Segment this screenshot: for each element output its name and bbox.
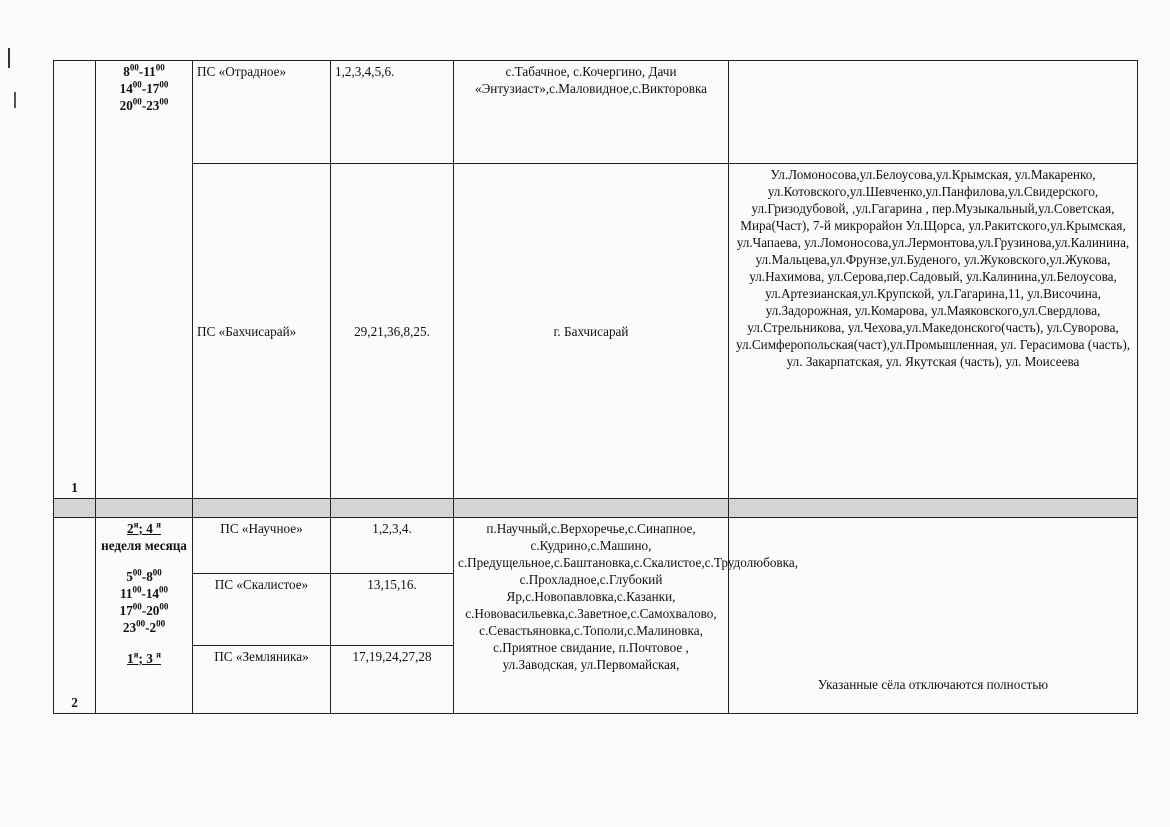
substation-name: ПС «Научное» (193, 518, 331, 574)
locality-list: п.Научный,с.Верхоречье,с.Синапное, с.Кудрино,с.Машино, с.Предущельное,с.Баштановка,с.Скалистое,с.Трудолюбовка, с.Прохладное,с.Глубокий Яр,с.Новопавловка,с.Казанки, с.Нововасильевка,с.Заветное,с.Самохвалово, с.Севастьяновка,с.Тополи,с.Малиновка, с.Приятное свидание, п.Почтовое , ул.Заводская, ул.Первомайская, (454, 518, 729, 714)
feeder-list: 1,2,3,4,5,6. (331, 61, 454, 164)
street-list: Указанные сёла отключаются полностью (729, 518, 1138, 714)
time-slots: $8^{00}-11^{00}$ $14^{00}-17^{00}$ $20^{00}-23^{00}$ (96, 61, 193, 499)
street-list: Ул.Ломоносова,ул.Белоусова,ул.Крымская, ул.Макаренко, ул.Котовского,ул.Шевченко,ул.Панфилова,ул.Свидерского, ул.Гризодубовой, ,ул.Гагарина , пер.Музыкальный,ул.Советская, Мира(Част), 7-й микрорайон Ул.Щорса, ул.Ракитского,ул.Крымская, ул.Чапаева, ул.Ломоносова,ул.Лермонтова,ул.Грузинова,ул.Калинина, ул.Мальцева,ул.Фрунзе,ул.Буденого, ул.Жуковского,ул.Жукова, ул.Нахимова, ул.Серова,пер.Садовый, ул.Калинина,ул.Белоусова, ул.Артезианская,ул.Крупской, ул.Гагарина,11, ул.Височина, ул.Задорожная, ул.Комарова, ул.Маяковского,ул.Свердлова, ул.Стрельникова, ул.Чехова,ул.Македонского(часть), ул.Суворова, ул.Симферопольская(част),ул.Промышленная, ул. Герасимова (часть), ул. Закарпатская, ул. Якутская (часть), ул. Моисеева (729, 164, 1138, 499)
table-row (54, 164, 1138, 499)
substation-name: ПС «Земляника» (193, 646, 331, 714)
row-number: 2 (54, 518, 96, 714)
feeder-list: 29,21,36,8,25. (331, 164, 454, 499)
scan-mark (8, 48, 10, 68)
time-slots: $2^я$; 4 $^я$ неделя месяца $5^{00}-8^{00}$ $11^{00}-14^{00}$ $17^{00}-20^{00}$ $23^{00}-2^{00}$ $1^я$; 3 $^я$ (96, 518, 193, 714)
locality-list: с.Табачное, с.Кочергино, Дачи «Энтузиаст»,с.Маловидное,с.Викторовка (454, 61, 729, 164)
outage-schedule-table (53, 60, 1138, 714)
substation-name: ПС «Отрадное» (193, 61, 331, 164)
feeder-list: 17,19,24,27,28 (331, 646, 454, 714)
table-row (54, 518, 1138, 574)
scan-mark (14, 92, 16, 108)
locality-list: г. Бахчисарай (454, 164, 729, 499)
feeder-list: 13,15,16. (331, 574, 454, 646)
row-separator (54, 499, 1138, 518)
street-list (729, 61, 1138, 164)
table-row (54, 61, 1138, 164)
row-number: 1 (54, 61, 96, 499)
substation-name: ПС «Бахчисарай» (193, 164, 331, 499)
feeder-list: 1,2,3,4. (331, 518, 454, 574)
substation-name: ПС «Скалистое» (193, 574, 331, 646)
